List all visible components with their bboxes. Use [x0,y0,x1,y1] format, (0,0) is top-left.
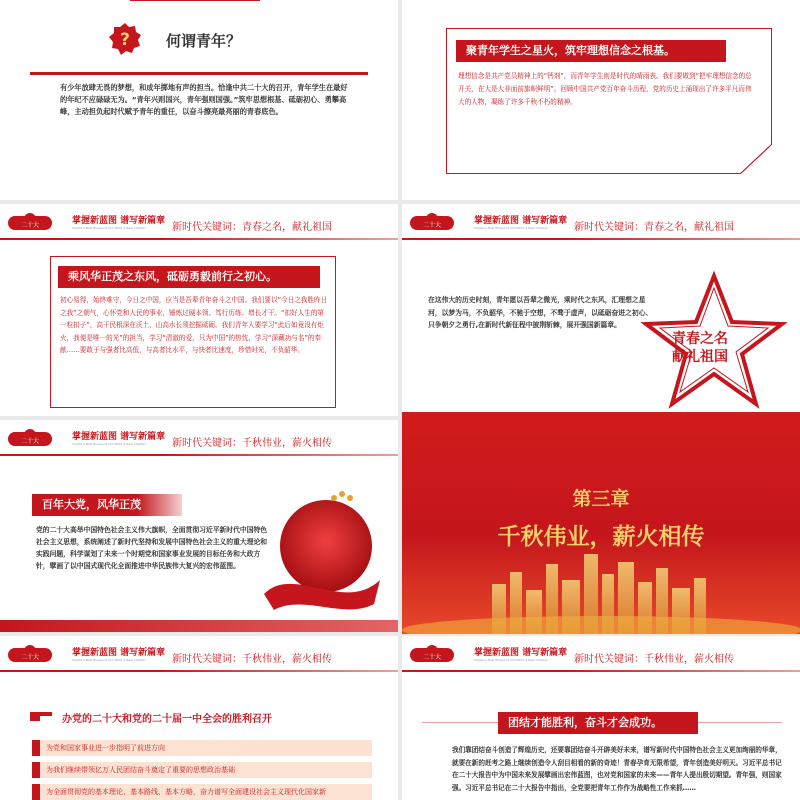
header-brand: 掌握新蓝图 谱写新篇章 [72,648,166,658]
slide-header [0,420,398,456]
slide-what-is-youth[interactable] [0,0,398,200]
slide-youth-star[interactable] [402,204,800,416]
red-silk-graphic [254,484,384,620]
section-banner: 乘风华正茂之东风，砥砺勇毅前行之初心。 [58,266,320,288]
header-subtitle: Create a New Blueprint and Write a New Chapter [72,442,146,446]
header-subtitle: Create a New Blueprint and Write a New Chapter [72,658,146,662]
list-item [32,784,372,800]
top-rule [130,0,260,1]
header-brand: 掌握新蓝图 谱写新篇章 [72,216,166,226]
chapter-number: 第三章 [572,488,630,510]
header-rule [402,670,800,672]
slide-title: 何谓青年？ [166,32,242,50]
party-emblem-logo [8,642,64,668]
party-emblem-logo [410,642,466,668]
chapter-title: 千秋伟业，薪火相传 [497,524,705,550]
star-caption-line1: 青春之名 [672,331,728,347]
header-subtitle: Create a New Blueprint and Write a New Chapter [474,658,548,662]
list-item-text: 为全面贯彻党的基本理论、基本路线、基本方略，奋力谱写全面建设社会主义现代化国家新 [46,788,326,796]
svg-text:二十大: 二十大 [20,654,40,661]
header-keyword: 新时代关键词：青春之名，献礼祖国 [574,222,734,233]
body-text: 有少年放肆无畏的梦想，和成年掷地有声的担当。恰逢中共二十大的召开，青年学生在最好的年纪不应碌碌无为。“青年兴则国兴，青年强则国强。”筑牢思想根基、砥砺初心、勇攀高峰，主动担负起时代赋予青年的重任，以奋斗擦亮最亮丽的青春底色。 [60,83,348,116]
section-heading: 办党的二十大和党的二十届一中全会的胜利召开 [62,714,272,725]
folded-corner [740,144,772,174]
section-banner: 百年大党，风华正茂 [32,494,182,516]
party-emblem-logo [8,210,64,236]
party-emblem-logo [410,210,466,236]
header-brand: 掌握新蓝图 谱写新篇章 [72,432,166,442]
section-banner: 团结才能胜利，奋斗才会成功。 [498,712,698,734]
header-rule [0,238,398,240]
header-keyword: 新时代关键词：千秋伟业，薪火相传 [172,438,332,449]
slide-congress-success[interactable] [0,636,398,800]
slide-header [0,636,398,672]
header-rule [402,238,800,240]
header-brand: 掌握新蓝图 谱写新篇章 [474,216,568,226]
slide-century-party[interactable] [0,420,398,632]
header-rule [0,454,398,456]
section-banner: 聚青年学生之星火，筑牢理想信念之根基。 [456,40,726,62]
list-item [32,762,372,778]
party-emblem-logo [8,426,64,452]
svg-text:二十大: 二十大 [422,222,442,229]
header-subtitle: Create a New Blueprint and Write a New Chapter [474,226,548,230]
slide-header [402,204,800,240]
body-text: 在这伟大的历史时刻，青年愿以吾辈之微光，乘时代之东风，汇理想之星河，以梦为马，不负韶华，不驰于空想，不骛于虚声，以砥砺奋进之初心、只争朝夕之勇行,在新时代新征程中披荆斩棘，展开强国新篇章。 [428,296,653,329]
slide-chapter-three[interactable] [402,412,800,634]
footer-bar [0,620,398,632]
header-subtitle: Create a New Blueprint and Write a New Chapter [72,226,146,230]
header-brand: 掌握新蓝图 谱写新篇章 [474,648,568,658]
slide-ideals[interactable] [402,0,800,200]
star-caption-line2: 献礼祖国 [672,349,728,365]
header-rule [0,670,398,672]
body-text: 党的二十大高举中国特色社会主义伟大旗帜，全面贯彻习近平新时代中国特色社会主义思想，系统阐述了新时代坚持和发展中国特色社会主义的重大理论和实践问题，科学谋划了未来一个时期党和国家事业发展的目标任务和大政方针，擘画了以中国式现代化全面推进中华民族伟大复兴的宏伟蓝图。 [36,526,268,570]
body-text: 理想信念是共产党员精神上的“钙剂”，而青年学生则是时代的晴雨表。我们要做到“把牢理想信念的总开关，在大是大非面前旗帜鲜明”。回顾中国共产党百年奋斗历程，党的历史上涌现出了许多平凡而伟大的人物，凝练了许多千秋不朽的精神。 [458,72,752,106]
svg-text:二十大: 二十大 [20,222,40,229]
list-item-text: 为党和国家事业进一步指明了前进方向 [46,744,165,752]
slide-unity-victory[interactable] [402,636,800,800]
header-keyword: 新时代关键词：千秋伟业，薪火相传 [574,654,734,665]
body-text: 初心易得，始终难守，今日之中国，应当是吾辈青年奋斗之中国。我们要以“今日之我胜昨日之我”之朝气，心怀党和人民的事业，锤炼过硬本领、笃行历练、增长才干。“扣好人生的第一粒扣子”，高干民根深在沃土，山高水长须挖掘砥砺。我们青年人要学习“此后如竟没有炬火，我便是唯一的光”的担当，学习“清澈的爱，只为中国”的热忱，学习“深藏功与名”的奉献……要敢于与强者比高低，与高者比水平，与快者比速度，珍惜时光，不负韶华。 [60,296,328,354]
svg-text:?: ? [120,30,130,50]
list-item-text: 为我们继续带领亿万人民团结奋斗奠定了重要的思想政治基础 [46,766,235,774]
slide-header [0,204,398,240]
body-text: 我们靠团结奋斗创造了辉煌历史，还要靠团结奋斗开辟美好未来，谱写新时代中国特色社会主义更加绚丽的华章，就要在新的赶考之路上继续创造令人刮目相看的新的奇迹！青春孕育无限希望，青年创造美好明天。习近平总书记在二十大报告中为中国未来发展擘画出宏伟蓝图，也对党和国家的未来——青年人提出殷切期望。青年强，则国家强。习近平总书记在二十大报告中指出，全党要把青年工作作为战略性工作来抓…… [452,746,782,792]
header-keyword: 新时代关键词：青春之名，献礼祖国 [172,222,332,233]
slide-header [402,636,800,672]
pointing-hand-icon [30,708,52,722]
header-keyword: 新时代关键词：千秋伟业，薪火相传 [172,654,332,665]
svg-text:二十大: 二十大 [20,438,40,445]
question-icon [108,22,142,56]
slide-original-aspiration[interactable] [0,204,398,416]
list-item [32,740,372,756]
svg-text:二十大: 二十大 [422,654,442,661]
